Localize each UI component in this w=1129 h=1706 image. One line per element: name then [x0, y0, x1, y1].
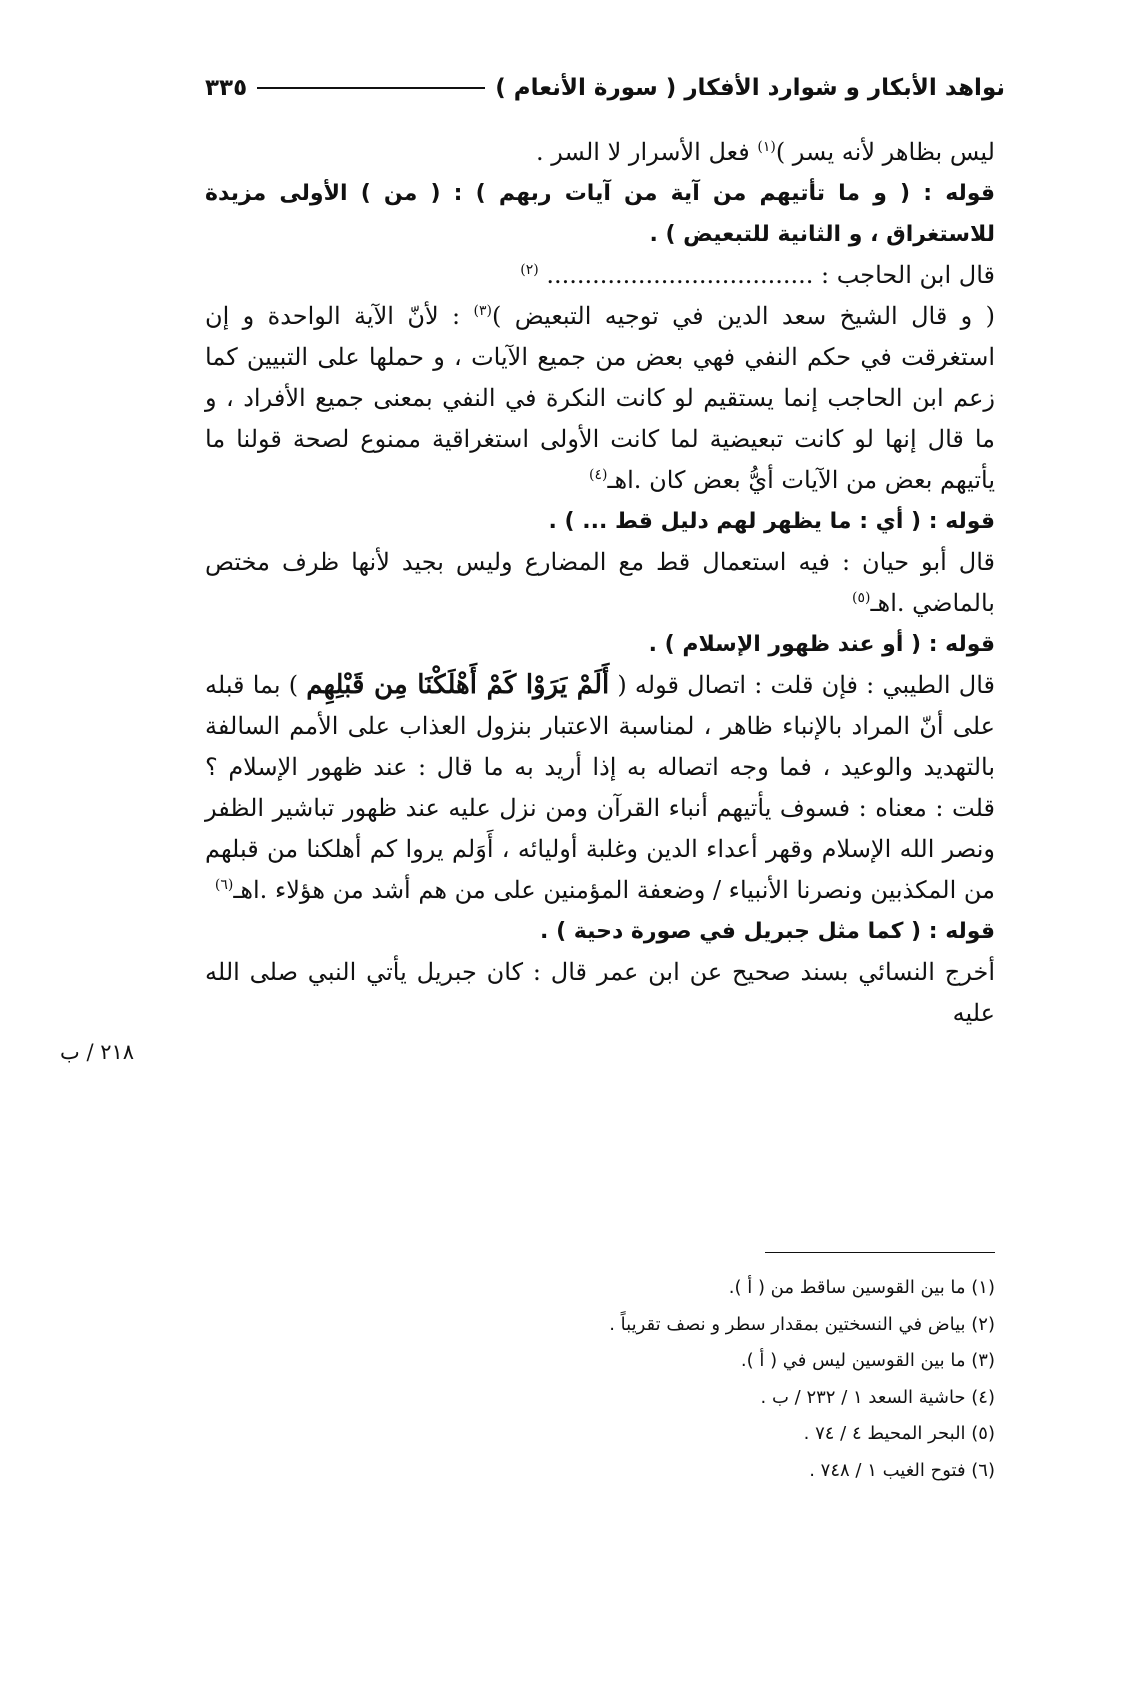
- paragraph: [205, 132, 995, 173]
- paragraph: [205, 542, 995, 624]
- ellipsis-dots: ...................................: [546, 261, 814, 289]
- footnote: (٦) فتوح الغيب ١ / ٧٤٨ .: [809, 1459, 995, 1481]
- page-number: ٣٣٥: [205, 75, 248, 101]
- footnote: (٣) ما بين القوسين ليس في ( أ ).: [740, 1350, 995, 1371]
- running-header: [205, 68, 1005, 108]
- section-heading: قوله : ( و ما تأتيهم من آية من آيات ربهم ) : ( من ) الأولى مزيدة للاستغراق ، و الثانية للتبعيض ) .: [205, 181, 995, 247]
- footnotes: [205, 1270, 995, 1489]
- paragraph: [205, 665, 995, 911]
- text: فعل الأسرار لا السر .: [536, 138, 758, 166]
- text: ليس بظاهر لأنه يسر ): [775, 138, 995, 166]
- main-text: [205, 132, 995, 1034]
- header-rule: [257, 87, 485, 89]
- footnote-ref: (١): [757, 139, 776, 155]
- footnote-ref: (٤): [588, 467, 608, 483]
- text: ) بما قبله على أنّ المراد بالإنباء ظاهر ، لمناسبة الاعتبار بنزول العذاب على الأمم السالفة بالتهديد والوعيد ، فما وجه اتصاله به إذا أريد به ما قال : عند ظهور الإسلام ؟ قلت : معناه : فسوف يأتيهم أنباء القرآن ومن نزل عليه عند ظهور تباشير الظفر ونصر الله الإسلام وقهر أعداء الدين وغلبة أوليائه ، أَوَلم يروا كم أهلكنا من قبلهم من المكذبين ونصرنا الأنبياء / وضعفة المؤمنين على من هم أشد من هؤلاء .اهـ: [205, 671, 995, 904]
- text: ( و قال الشيخ سعد الدين في توجيه التبعيض ): [491, 302, 996, 330]
- text: قال ابن الحاجب :: [821, 261, 995, 289]
- section-heading: قوله : ( كما مثل جبريل في صورة دحية ) .: [540, 919, 995, 944]
- margin-folio-note: ٢١٨ / ب: [60, 1040, 135, 1064]
- footnote-ref: (٢): [520, 262, 539, 278]
- paragraph: أخرج النسائي بسند صحيح عن ابن عمر قال : كان جبريل يأتي النبي صلى الله عليه: [205, 958, 995, 1027]
- text: قال الطيبي : فإن قلت : اتصال قوله (: [609, 671, 995, 699]
- footnote-ref: (٣): [473, 303, 492, 319]
- quran-quote: أَلَمْ يَرَوْا كَمْ أَهْلَكْنَا مِن قَبْلِهِم: [306, 670, 610, 700]
- book-title: نواهد الأبكار و شوارد الأفكار ( سورة الأنعام ): [495, 75, 1005, 101]
- footnote-ref: (٥): [852, 590, 871, 606]
- footnote: (٥) البحر المحيط ٤ / ٧٤ .: [803, 1423, 995, 1444]
- footnote-ref: (٦): [214, 877, 234, 893]
- footnote: (١) ما بين القوسين ساقط من ( أ ).: [728, 1277, 995, 1298]
- paragraph: [205, 255, 995, 296]
- text: قال أبو حيان : فيه استعمال قط مع المضارع وليس بجيد لأنها ظرف مختص بالماضي .اهـ: [205, 548, 995, 617]
- footnote: (٢) بياض في النسختين بمقدار سطر و نصف تقريباً .: [609, 1313, 995, 1335]
- section-heading: قوله : ( أو عند ظهور الإسلام ) .: [648, 632, 995, 657]
- text: : لأنّ الآية الواحدة و إن استغرقت في حكم النفي فهي بعض من جميع الآيات ، و حملها على التبيين كما زعم ابن الحاجب إنما يستقيم لو كانت النكرة في النفي بمعنى جميع الأفراد ، و ما قال إنها لو كانت تبعيضية لما كانت الأولى استغراقية ممنوع لصحة قولنا ما يأتيهم بعض من الآيات أيُّ بعض كان .اهـ: [205, 302, 995, 494]
- paragraph: [205, 296, 995, 501]
- footnote: (٤) حاشية السعد ١ / ٢٣٢ / ب .: [760, 1386, 995, 1408]
- section-heading: قوله : ( أي : ما يظهر لهم دليل قط ... ) .: [548, 509, 995, 534]
- footnote-rule: [765, 1252, 995, 1253]
